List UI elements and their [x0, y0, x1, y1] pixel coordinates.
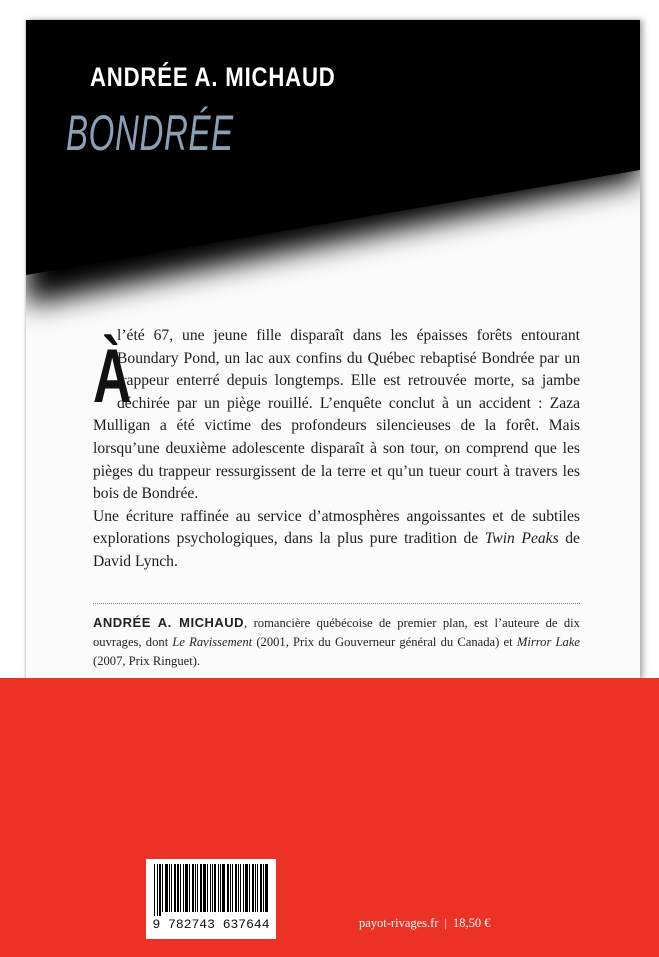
isbn-number: 9 782743 637644 [152, 917, 270, 932]
barcode-bar [162, 864, 163, 912]
cover-author: ANDRÉE A. MICHAUD [90, 62, 336, 92]
barcode-bar [210, 864, 211, 912]
barcode-bar [255, 864, 256, 912]
author-bio [93, 613, 580, 671]
back-cover [26, 20, 640, 680]
barcode-bar [207, 864, 208, 912]
barcode-bar [197, 864, 198, 912]
barcode-bar [171, 864, 172, 912]
red-bottom-band [0, 678, 659, 957]
blurb-paragraph-2-start: Une écriture raffinée au service d’atmosphères angoissantes et de subtiles explorations psychologiques, dans la plus pure tradition de [93, 507, 580, 548]
barcode-bar [238, 864, 239, 912]
barcode-bar [263, 864, 264, 912]
barcode-bar [212, 864, 213, 912]
barcode-bar [185, 864, 188, 912]
barcode-bar [249, 864, 250, 912]
publisher-url[interactable]: payot-rivages.fr [359, 916, 439, 930]
barcode-bar [260, 864, 262, 912]
bio-text-2: (2001, Prix du Gouverneur général du Canada) et [252, 635, 517, 649]
barcode-bar [192, 864, 194, 912]
bio-author-name: ANDRÉE A. MICHAUD [93, 615, 245, 630]
blurb-paragraph-1-text: l’été 67, une jeune fille disparaît dans les épaisses forêts entourant Boundary Pond, un lac aux confins du Québec rebaptisé Bondrée par un trappeur enterré depuis longtemps. Elle est retrouvée morte, sa jambe déchirée par un piège rouillé. L’enquête conclut à un accident : Zaza Mulligan a été victime des profondeurs silencieuses de la forêt. Mais lorsqu’une deuxième adolescente disparaît à son tour, on comprend que les pièges du trappeur ressurgissent de la terre et qu’un tueur court à travers les bois de Bondrée. [93, 327, 580, 503]
barcode-bar [177, 864, 179, 912]
barcode-bar [169, 864, 170, 912]
barcode-bar [180, 864, 181, 912]
footer-separator: | [444, 916, 447, 930]
blurb-text [93, 325, 580, 574]
dotted-divider [93, 603, 580, 604]
bio-book-2: Mirror Lake [516, 635, 581, 649]
barcode-bar [214, 864, 216, 912]
barcode-bar [243, 864, 244, 912]
barcode-bar [220, 864, 221, 912]
barcode [146, 859, 276, 939]
barcode-bar [265, 864, 268, 912]
barcode-bar [174, 864, 176, 912]
barcode-bar [203, 864, 206, 912]
barcode-bar [232, 864, 233, 912]
bio-text-1: , romancière québécoise de premier plan, est l’auteure de dix ouvrages, dont [93, 616, 580, 649]
barcode-bar [189, 864, 190, 912]
bio-text-3: (2007, Prix Ringuet). [93, 654, 201, 668]
blurb-twin-peaks: Twin Peaks [484, 530, 559, 548]
blurb-paragraph-1 [93, 325, 580, 506]
barcode-bar [257, 864, 258, 912]
bio-book-1: Le Ravissement [172, 635, 253, 649]
barcode-bar [159, 864, 161, 916]
barcode-bar [218, 864, 219, 912]
barcode-bar [200, 864, 202, 912]
barcode-bar [235, 864, 237, 912]
barcode-bar [157, 864, 158, 916]
barcode-bars [152, 864, 270, 916]
blurb-paragraph-2-end: de David Lynch. [93, 530, 580, 570]
barcode-bar [165, 864, 168, 912]
footer [359, 916, 491, 931]
barcode-bar [195, 864, 196, 912]
barcode-bar [154, 864, 155, 916]
blurb-paragraph-2 [93, 506, 580, 574]
cover-title: BONDRÉE [66, 105, 234, 161]
drop-cap: À [93, 334, 132, 419]
barcode-bar [230, 864, 231, 912]
barcode-bar [227, 864, 229, 912]
barcode-bar [245, 864, 248, 912]
barcode-bar [252, 864, 254, 912]
barcode-bar [222, 864, 225, 912]
barcode-bar [183, 864, 184, 912]
price: 18,50 € [453, 916, 491, 930]
barcode-bar [240, 864, 241, 912]
